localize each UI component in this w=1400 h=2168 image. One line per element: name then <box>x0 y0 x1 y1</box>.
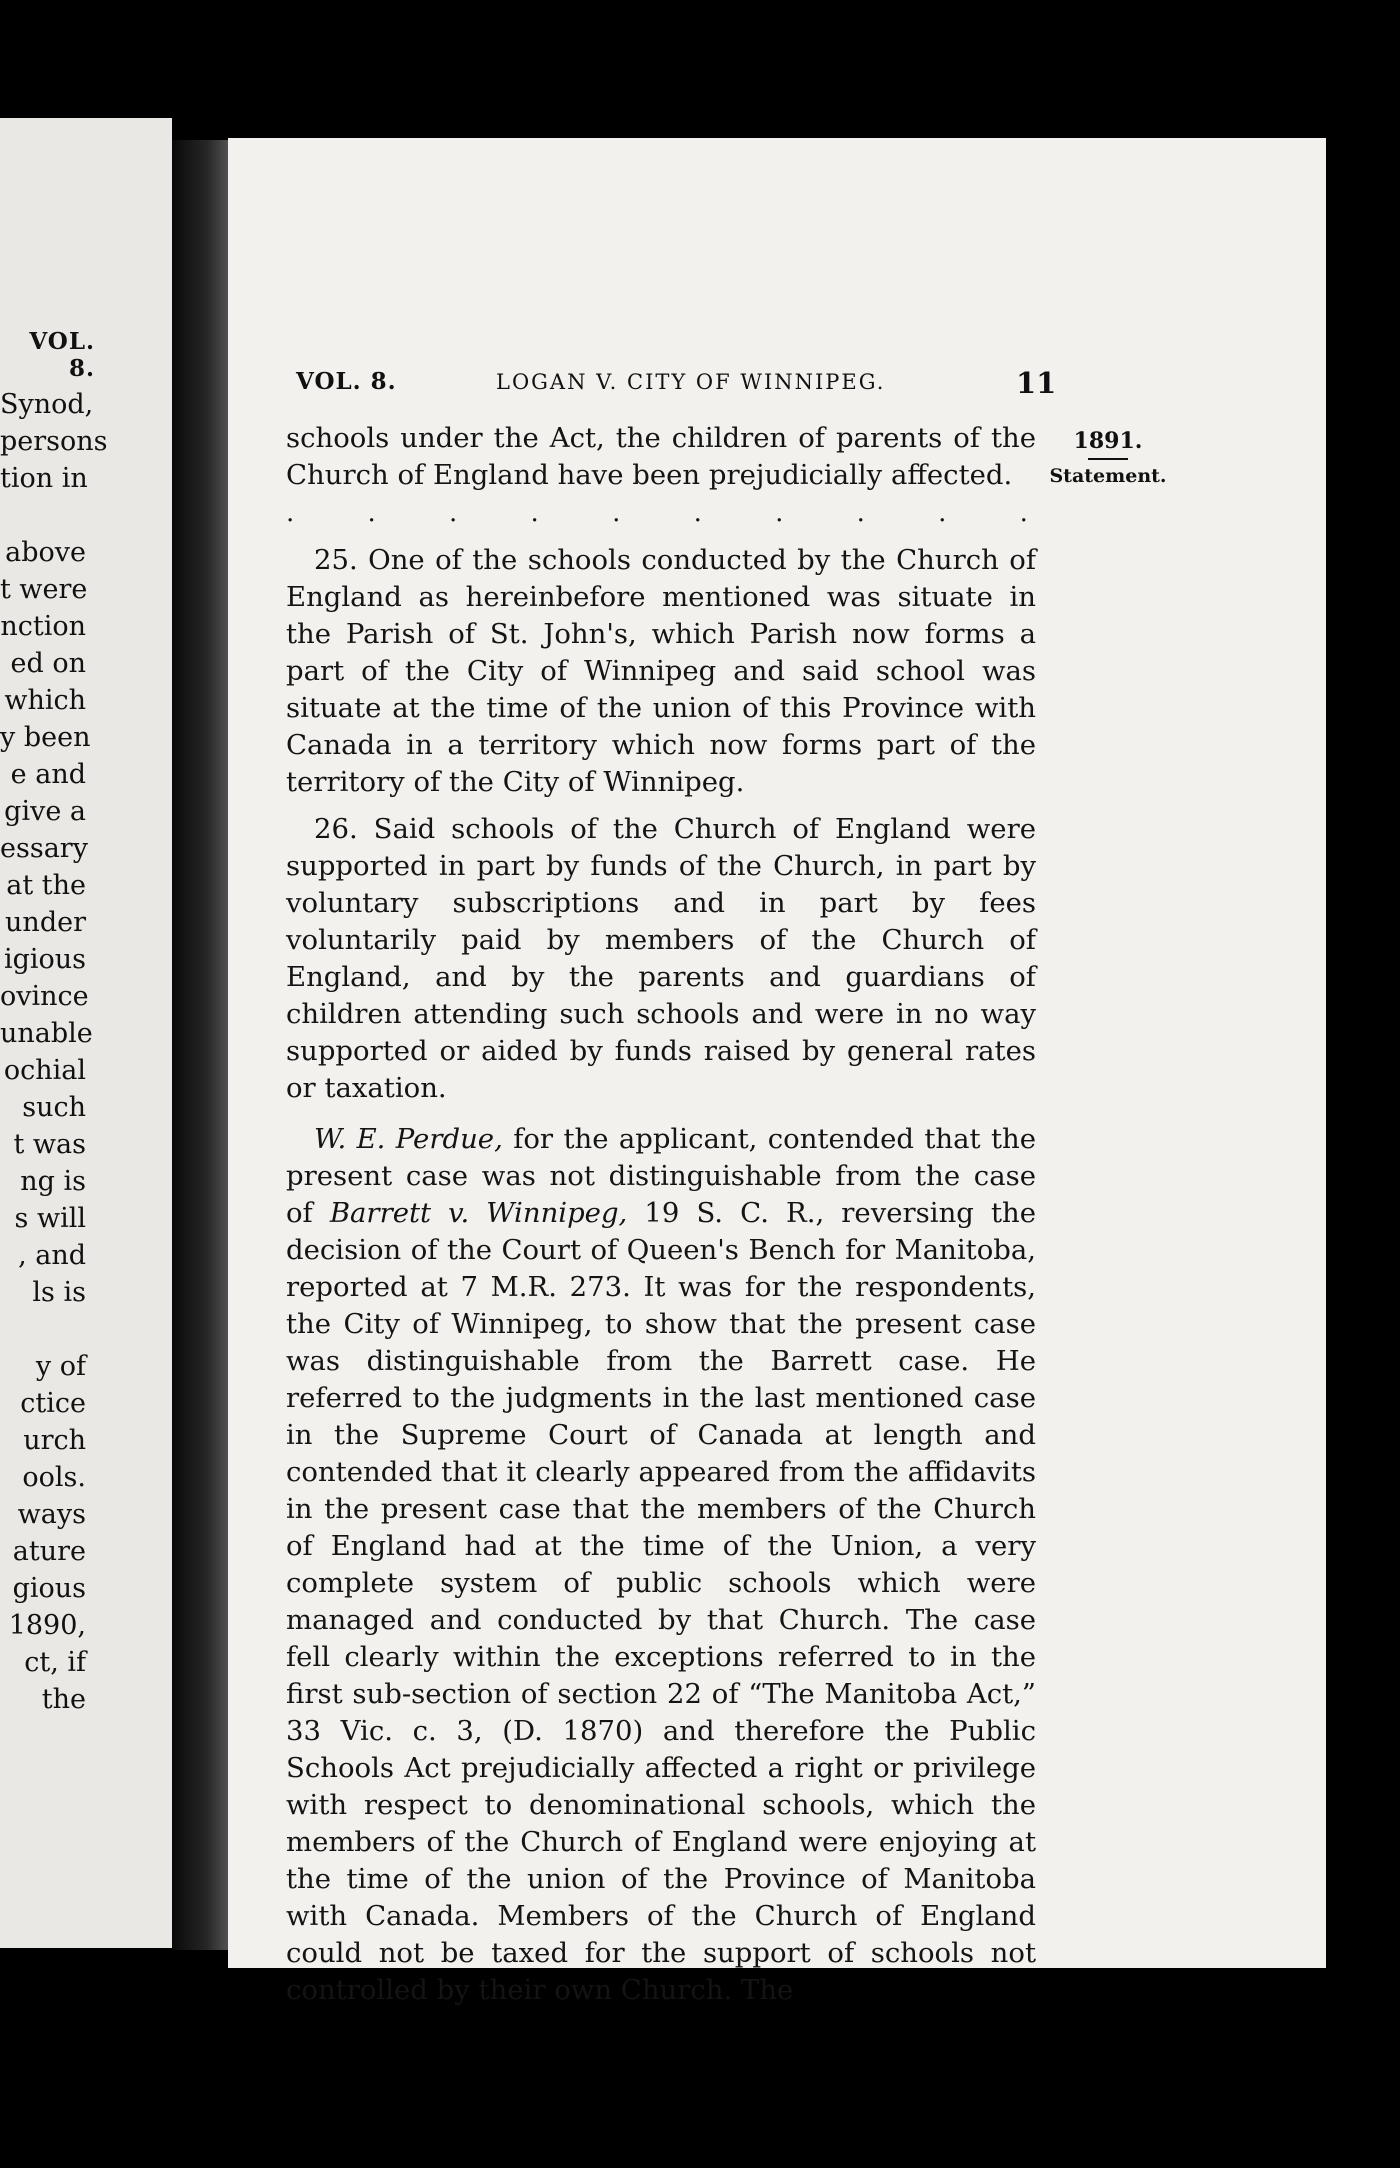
left-page-line: nction <box>0 611 86 642</box>
ellipsis-dot: . <box>775 498 784 528</box>
left-page-line: under <box>5 907 86 938</box>
left-page-line <box>0 497 86 534</box>
volume-label: VOL. 8. <box>296 368 397 395</box>
cited-case-name: Barrett v. Winnipeg, <box>329 1197 628 1229</box>
left-page-line: ng is <box>20 1166 86 1197</box>
left-page-line: ochial <box>3 1055 86 1086</box>
left-page-line: ways <box>17 1499 86 1530</box>
left-page-line: e and <box>10 759 86 790</box>
margin-note <box>1048 428 1168 487</box>
counsel-name: W. E. Perdue, <box>314 1123 503 1155</box>
margin-year: 1891. <box>1073 428 1143 454</box>
left-page-line: gious <box>12 1573 86 1604</box>
left-page-line: igious <box>3 944 86 975</box>
left-page-line: give a <box>4 796 86 827</box>
main-page <box>228 138 1326 2006</box>
left-page-text <box>0 386 108 1718</box>
paragraph-26: 26. Said schools of the Church of England were supported in part by funds of the Church, in part by voluntary subscriptions and in part by fees voluntarily paid by members of the Church of England, and by the parents and guardians of children attending such schools and were in no way supported or aided by funds raised by general rates or taxation. <box>286 813 1036 1104</box>
margin-rule <box>1088 458 1128 460</box>
ellipsis-dot: . <box>693 498 702 528</box>
ellipsis-row <box>286 498 1036 528</box>
left-page-line: persons <box>0 426 108 457</box>
continuation-paragraph: schools under the Act, the children of parents of the Church of England have been prejudicially affected. <box>286 422 1036 491</box>
left-page-line: 1890, <box>8 1610 86 1641</box>
left-page-line: such <box>22 1092 86 1123</box>
left-page-line: ctice <box>20 1388 86 1419</box>
left-page-line: tion in <box>0 463 88 494</box>
left-page-line: ools. <box>22 1462 86 1493</box>
left-page-line <box>0 1311 86 1348</box>
ellipsis-dot: . <box>530 498 539 528</box>
left-page-line: which <box>4 685 86 716</box>
left-page-line: t were <box>0 574 88 605</box>
left-page-line: s will <box>14 1203 86 1234</box>
left-page-line: t was <box>13 1129 86 1160</box>
margin-label: Statement. <box>1049 465 1167 487</box>
left-page-line: ct, if <box>24 1647 86 1678</box>
left-page-line: Synod, <box>0 389 94 420</box>
ellipsis-dot: . <box>286 498 295 528</box>
ellipsis-dot: . <box>938 498 947 528</box>
ellipsis-dot: . <box>449 498 458 528</box>
left-page-line: ature <box>12 1536 86 1567</box>
ellipsis-dot: . <box>856 498 865 528</box>
left-page-line: above <box>5 537 86 568</box>
book-gutter <box>172 140 230 1950</box>
page-number: 11 <box>1016 366 1057 400</box>
counsel-argument-paragraph <box>286 1121 1036 2009</box>
case-title: LOGAN V. CITY OF WINNIPEG. <box>496 370 886 394</box>
left-page-line: ovince <box>0 981 89 1012</box>
left-page-line: unable <box>0 1018 93 1049</box>
argument-text-1: for the applicant, contended that the present case was not distinguishable from the case of <box>286 1123 1036 1229</box>
left-page-line: , and <box>18 1240 86 1271</box>
left-page-header: VOL. 8. <box>29 328 95 382</box>
ellipsis-dot: . <box>612 498 621 528</box>
left-page-line: ed on <box>10 648 86 679</box>
left-facing-page <box>0 118 172 1948</box>
argument-text-2: 19 S. C. R., reversing the decision of the Court of Queen's Bench for Manitoba, reported at 7 M.R. 273. It was for the respondents, the City of Winnipeg, to show that the present case was distinguishable from the Barrett case. He referred to the judgments in the last mentioned case in the Supreme Court of Canada at length and contended that it clearly appeared from the affidavits in the present case that the members of the Church of England had at the time of the Union, a very complete system of public schools which were managed and conducted by that Church. The case fell clearly within the exceptions referred to in the first sub-section of section 22 of “The Manitoba Act,” 33 Vic. c. 3, (D. 1870) and therefore the Public Schools Act prejudicially affected a right or privilege with respect to denominational schools, which the members of the Church of England were enjoying at the time of the union of the Province of Manitoba with Canada. Members of the Church of England could not be taxed for the support of schools not controlled by their own Church. The <box>286 1197 1036 2006</box>
left-page-line: the <box>41 1684 86 1715</box>
left-page-line: ls is <box>32 1277 86 1308</box>
paragraph-25: 25. One of the schools conducted by the Church of England as hereinbefore mentioned was situate in the Parish of St. John's, which Parish now forms a part of the City of Winnipeg and said school was situate at the time of the union of this Province with Canada in a territory which now forms part of the territory of the City of Winnipeg. <box>286 544 1036 798</box>
left-page-line: essary <box>0 833 88 864</box>
running-head <box>296 366 1056 406</box>
left-page-line: y of <box>35 1351 86 1382</box>
left-page-line: urch <box>23 1425 86 1456</box>
ellipsis-dot: . <box>367 498 376 528</box>
ellipsis-dot: . <box>1019 498 1028 528</box>
body-text <box>286 420 1036 2009</box>
left-page-line: y been <box>0 722 91 753</box>
left-page-line: at the <box>6 870 86 901</box>
